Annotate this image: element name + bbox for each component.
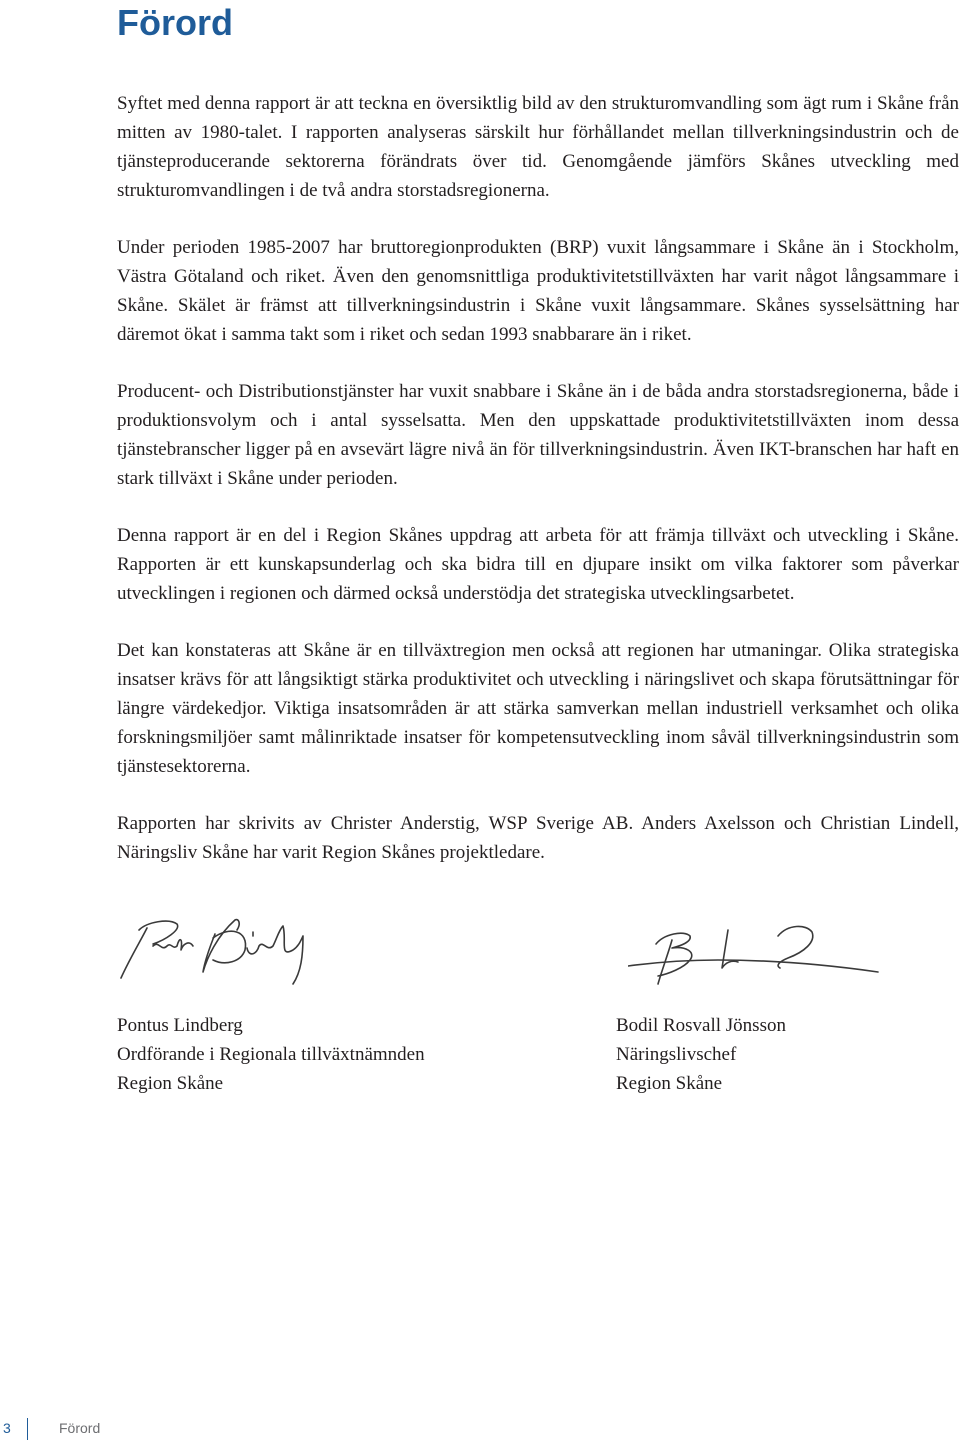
signer-name: Bodil Rosvall Jönsson [616,1015,786,1036]
signer-role: Näringslivschef [616,1044,737,1065]
body-text [117,89,959,895]
paragraph-5: Det kan konstateras att Skåne är en tillväxtregion men också att regionen har utmaningar. Olika strategiska insatser krävs för att långsiktigt stärka produktivitet och utveckling i näringslivet och skapa förutsättningar för längre värdekedjor. Viktiga insatsområden är att stärka samverkan mellan industriell verksamhet och olika forskningsmiljöer samt målinriktade insatser för kompetensutveckling inom såväl tillverkningsindustrin som tjänstesektorerna. [117,640,959,777]
paragraph-1: Syftet med denna rapport är att teckna en översiktlig bild av den strukturomvandling som ägt rum i Skåne från mitten av 1980-talet. I rapporten analyseras särskilt hur förhållandet mellan tillverkningsindustrin och de tjänsteproducerande sektorerna förändrats över tid. Genomgående jämförs Skånes utveckling med strukturomvandlingen i de två andra storstadsregionerna. [117,93,959,201]
paragraph-4: Denna rapport är en del i Region Skånes uppdrag att arbeta för att främja tillväxt och utveckling i Skåne. Rapporten är ett kunskapsunderlag och ska bidra till en djupare insikt om vilka faktorer som påverkar utvecklingen i regionen och därmed också understödja det strategiska utvecklingsarbetet. [117,525,959,604]
paragraph-3: Producent- och Distributionstjänster har vuxit snabbare i Skåne än i de båda andra storstadsregionerna, både i produktionsvolym och i antal sysselsatta. Men den uppskattade produktivitetstillväxten inom dessa tjänstebranscher ligger på en avsevärt lägre nivå än för tillverkningsindustrin. Även IKT-branschen har haft en stark tillväxt i Skåne under perioden. [117,381,959,489]
page-number: 3 [3,1420,11,1436]
footer-section-label: Förord [59,1420,101,1436]
signature-rosvall-jonsson [628,900,888,990]
footer-divider [27,1418,28,1440]
signer-rosvall-jonsson [616,1011,786,1098]
signer-name: Pontus Lindberg [117,1015,243,1036]
page-title: Förord [117,2,233,43]
signer-role: Ordförande i Regionala tillväxtnämnden [117,1044,425,1065]
signer-lindberg [117,1011,425,1098]
paragraph-2: Under perioden 1985-2007 har bruttoregionprodukten (BRP) vuxit långsammare i Skåne än i Stockholm, Västra Götaland och riket. Även den genomsnittliga produktivitetstillväxten har varit något långsammare i Skåne. Skälet är främst att tillverkningsindustrin i Skåne vuxit långsammare. Skånes sysselsättning har däremot ökat i samma takt som i riket och sedan 1993 snabbarare än i riket. [117,237,959,345]
page-footer [0,1418,200,1440]
paragraph-6: Rapporten har skrivits av Christer Anderstig, WSP Sverige AB. Anders Axelsson och Christian Lindell, Näringsliv Skåne har varit Region Skånes projektledare. [117,813,959,863]
signature-lindberg [117,900,317,1000]
signer-organization: Region Skåne [616,1073,723,1094]
signer-organization: Region Skåne [117,1073,224,1094]
